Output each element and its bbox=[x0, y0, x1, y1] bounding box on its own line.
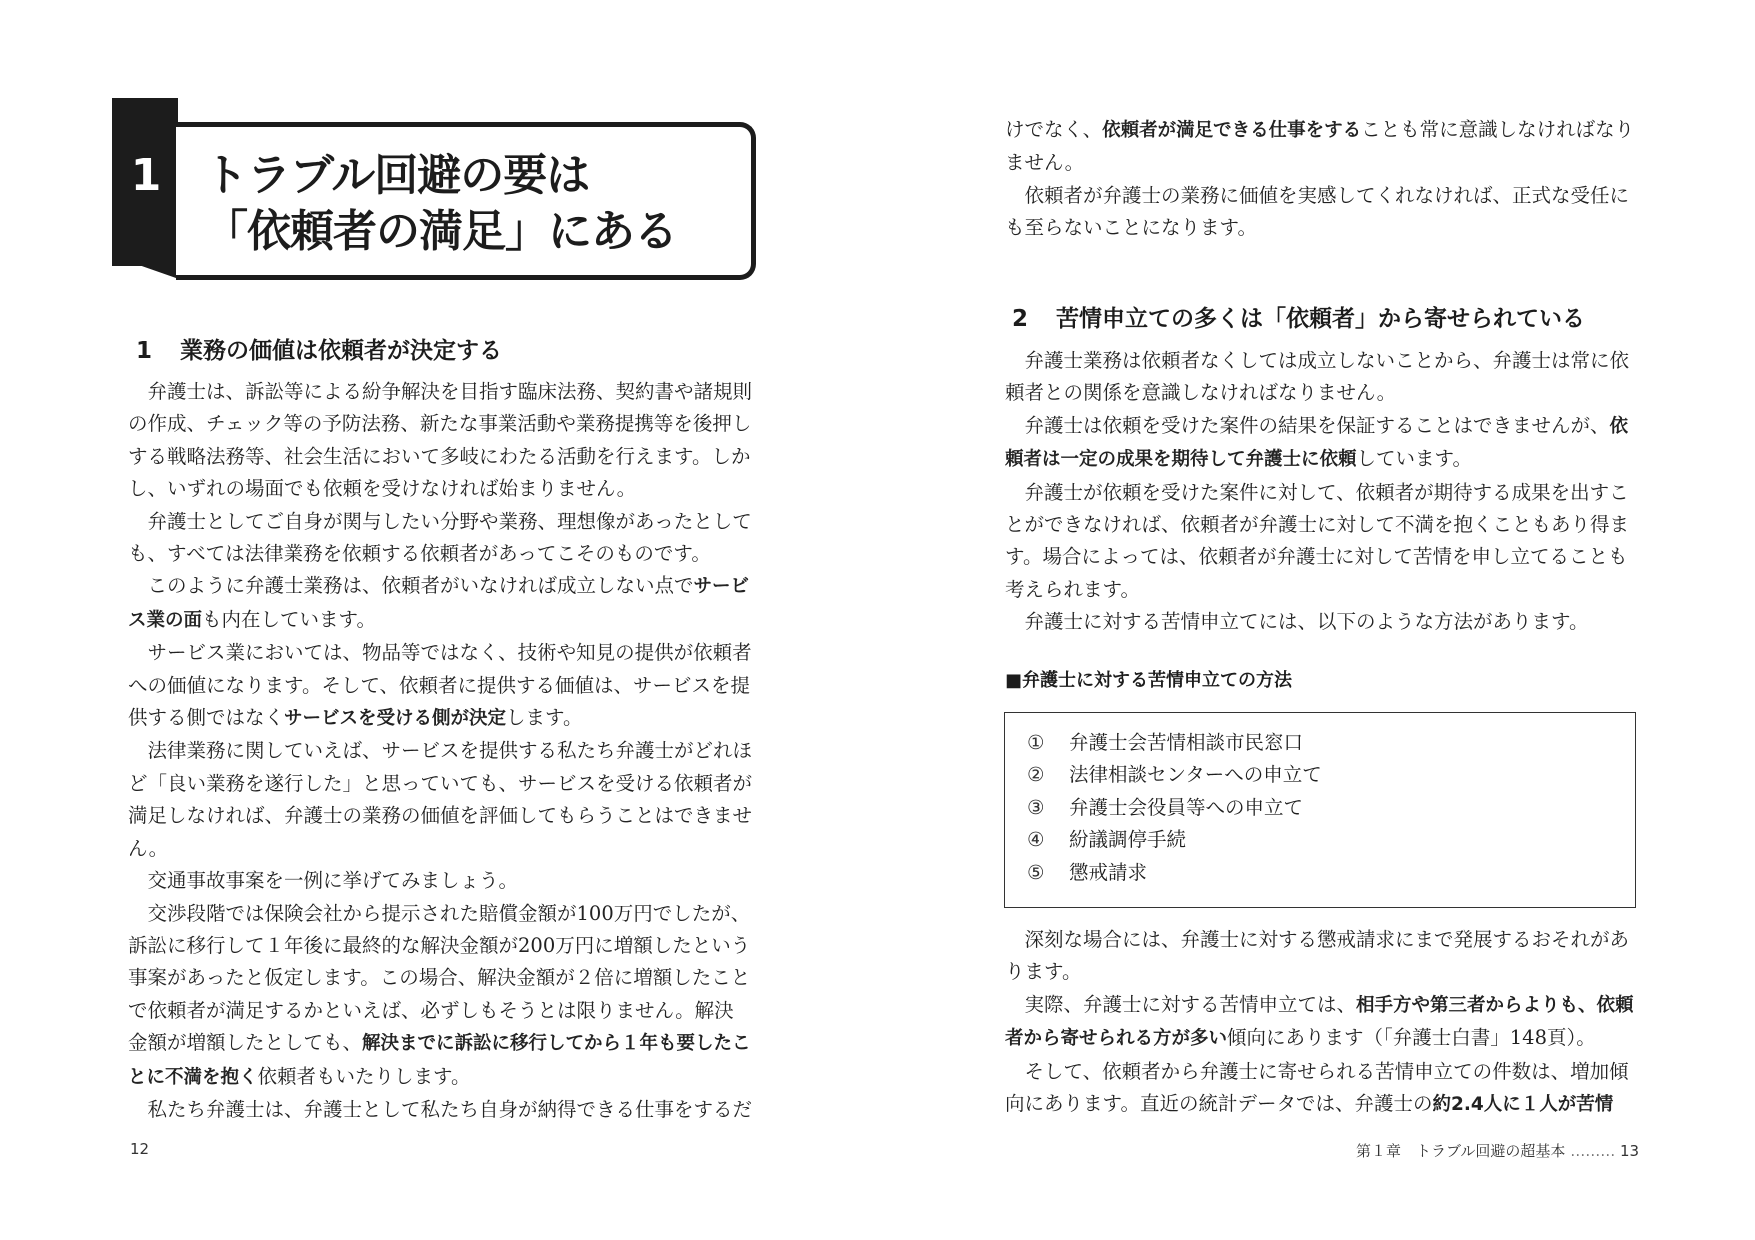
paragraph: このように弁護士業務は、依頼者がいなければ成立しない点でサービス業の面も内在しています。 bbox=[128, 574, 750, 631]
paragraph: 交渉段階では保険会社から提示された賠償金額が100万円でしたが、訴訟に移行して１年後に最終的な解決金額が200万円に増額したという事案があったと仮定します。この場合、解決金額が２倍に増額したことで依頼者が満足するかといえば、必ずしもそうとは限りません。解決金額が増額したとしても、解決までに訴訟に移行してから１年も要したことに不満を抱く依頼者もいたりします。 bbox=[128, 901, 751, 1088]
list-item: ③ 弁護士会役員等への申立て bbox=[1027, 795, 1304, 819]
list-item: ④ 紛議調停手続 bbox=[1027, 828, 1187, 852]
emphasis: 約2.4人に１人が苦情 bbox=[1432, 1094, 1614, 1116]
leader-dots: ……… bbox=[1570, 1142, 1616, 1160]
paragraph: けでなく、依頼者が満足できる仕事をすることも常に意識しなければなりません。 bbox=[1005, 118, 1635, 175]
paragraph: 弁護士は、訴訟等による紛争解決を目指す臨床法務、契約書や諸規則の作成、チェック等の予防法務、新たな事業活動や業務提携等を後押しする戦略法務等、社会生活において多岐にわたる活動を行えます。しかし、いずれの場面でも依頼を受けなければ始まりません。 bbox=[128, 380, 753, 501]
list-item: ① 弁護士会苦情相談市民窓口 bbox=[1027, 731, 1304, 754]
emphasis: 解決までに訴訟に移行してから１年も要したことに不満を抱く bbox=[128, 1033, 751, 1088]
emphasis: 依頼者が満足できる仕事をする bbox=[1102, 120, 1362, 141]
chapter-title-line1: トラブル回避の要は bbox=[204, 150, 590, 201]
paragraph: 実際、弁護士に対する苦情申立ては、相手方や第三者からよりも、依頼者から寄せられる方が多い傾向にあります（「弁護士白書」148頁）。 bbox=[1005, 992, 1634, 1050]
section-1-number: 1 bbox=[136, 338, 153, 364]
chapter-number: 1 bbox=[130, 150, 162, 201]
chapter-title bbox=[204, 148, 744, 260]
left-page bbox=[0, 0, 877, 1240]
right-bottom-text bbox=[1005, 924, 1637, 1121]
paragraph: 弁護士は依頼を受けた案件の結果を保証することはできませんが、依頼者は一定の成果を期待して弁護士に依頼しています。 bbox=[1005, 413, 1629, 471]
paragraph: 法律業務に関していえば、サービスを提供する私たち弁護士がどれほど「良い業務を遂行した」と思っていても、サービスを受ける依頼者が満足しなければ、弁護士の業務の価値を評価してもらうことはできません。 bbox=[128, 739, 753, 860]
section-2-title: 苦情申立ての多くは「依頼者」から寄せられている bbox=[1056, 306, 1585, 332]
paragraph: 弁護士としてご自身が関与したい分野や業務、理想像があったとしても、すべては法律業務を依頼する依頼者があってこそのものです。 bbox=[128, 509, 752, 566]
paragraph: 弁護士に対する苦情申立てには、以下のような方法があります。 bbox=[1024, 610, 1589, 634]
list-item: ② 法律相談センターへの申立て bbox=[1027, 763, 1322, 787]
paragraph: 依頼者が弁護士の業務に価値を実感してくれなければ、正式な受任にも至らないことになります。 bbox=[1005, 183, 1630, 240]
paragraph: 交通事故事案を一例に挙げてみましょう。 bbox=[147, 869, 519, 893]
list-item: ⑤ 懲戒請求 bbox=[1027, 860, 1148, 884]
running-head: 第１章 トラブル回避の超基本 bbox=[1356, 1142, 1566, 1160]
left-page-number: 12 bbox=[130, 1140, 150, 1158]
left-body-text bbox=[128, 376, 752, 1126]
right-page-number: 13 bbox=[1619, 1142, 1640, 1160]
complaint-list-box bbox=[1004, 712, 1636, 908]
section-1-title: 業務の価値は依頼者が決定する bbox=[180, 338, 502, 364]
section-2-heading bbox=[1012, 300, 1585, 333]
paragraph: 私たち弁護士は、弁護士として私たち自身が納得できる仕事をするだ bbox=[147, 1097, 753, 1121]
right-body-text bbox=[1005, 345, 1637, 639]
emphasis: 相手方や第三者からよりも、依頼者から寄せられる方が多い bbox=[1005, 994, 1634, 1050]
paragraph: そして、依頼者から弁護士に寄せられる苦情申立ての件数は、増加傾向にあります。直近の統計データでは、弁護士の約2.4人に１人が苦情 bbox=[1005, 1059, 1629, 1116]
paragraph: 弁護士が依頼を受けた案件に対して、依頼者が期待する成果を出すことができなければ、依頼者が弁護士に対して不満を抱くこともあり得ます。場合によっては、依頼者が弁護士に対して苦情を申し立てることも考えられます。 bbox=[1005, 480, 1630, 601]
emphasis: サービス業の面 bbox=[128, 576, 750, 631]
paragraph: 深刻な場合には、弁護士に対する懲戒請求にまで発展するおそれがあります。 bbox=[1005, 928, 1630, 984]
section-1-heading bbox=[136, 332, 502, 365]
complaint-list-title: ■弁護士に対する苦情申立ての方法 bbox=[1005, 670, 1293, 691]
emphasis: 依頼者は一定の成果を期待して弁護士に依頼 bbox=[1005, 415, 1629, 471]
right-top-text bbox=[1005, 114, 1637, 245]
emphasis: サービスを受ける側が決定 bbox=[284, 708, 507, 730]
chapter-tab-fold bbox=[136, 264, 176, 278]
right-footer bbox=[1356, 1140, 1639, 1161]
chapter-title-line2: 「依頼者の満足」にある bbox=[204, 206, 677, 257]
paragraph: 弁護士業務は依頼者なくしては成立しないことから、弁護士は常に依頼者との関係を意識しなければなりません。 bbox=[1005, 349, 1630, 405]
paragraph: サービス業においては、物品等ではなく、技術や知見の提供が依頼者への価値になります。そして、依頼者に提供する価値は、サービスを提供する側ではなくサービスを受ける側が決定します。 bbox=[128, 641, 752, 730]
section-2-number: 2 bbox=[1012, 306, 1029, 332]
